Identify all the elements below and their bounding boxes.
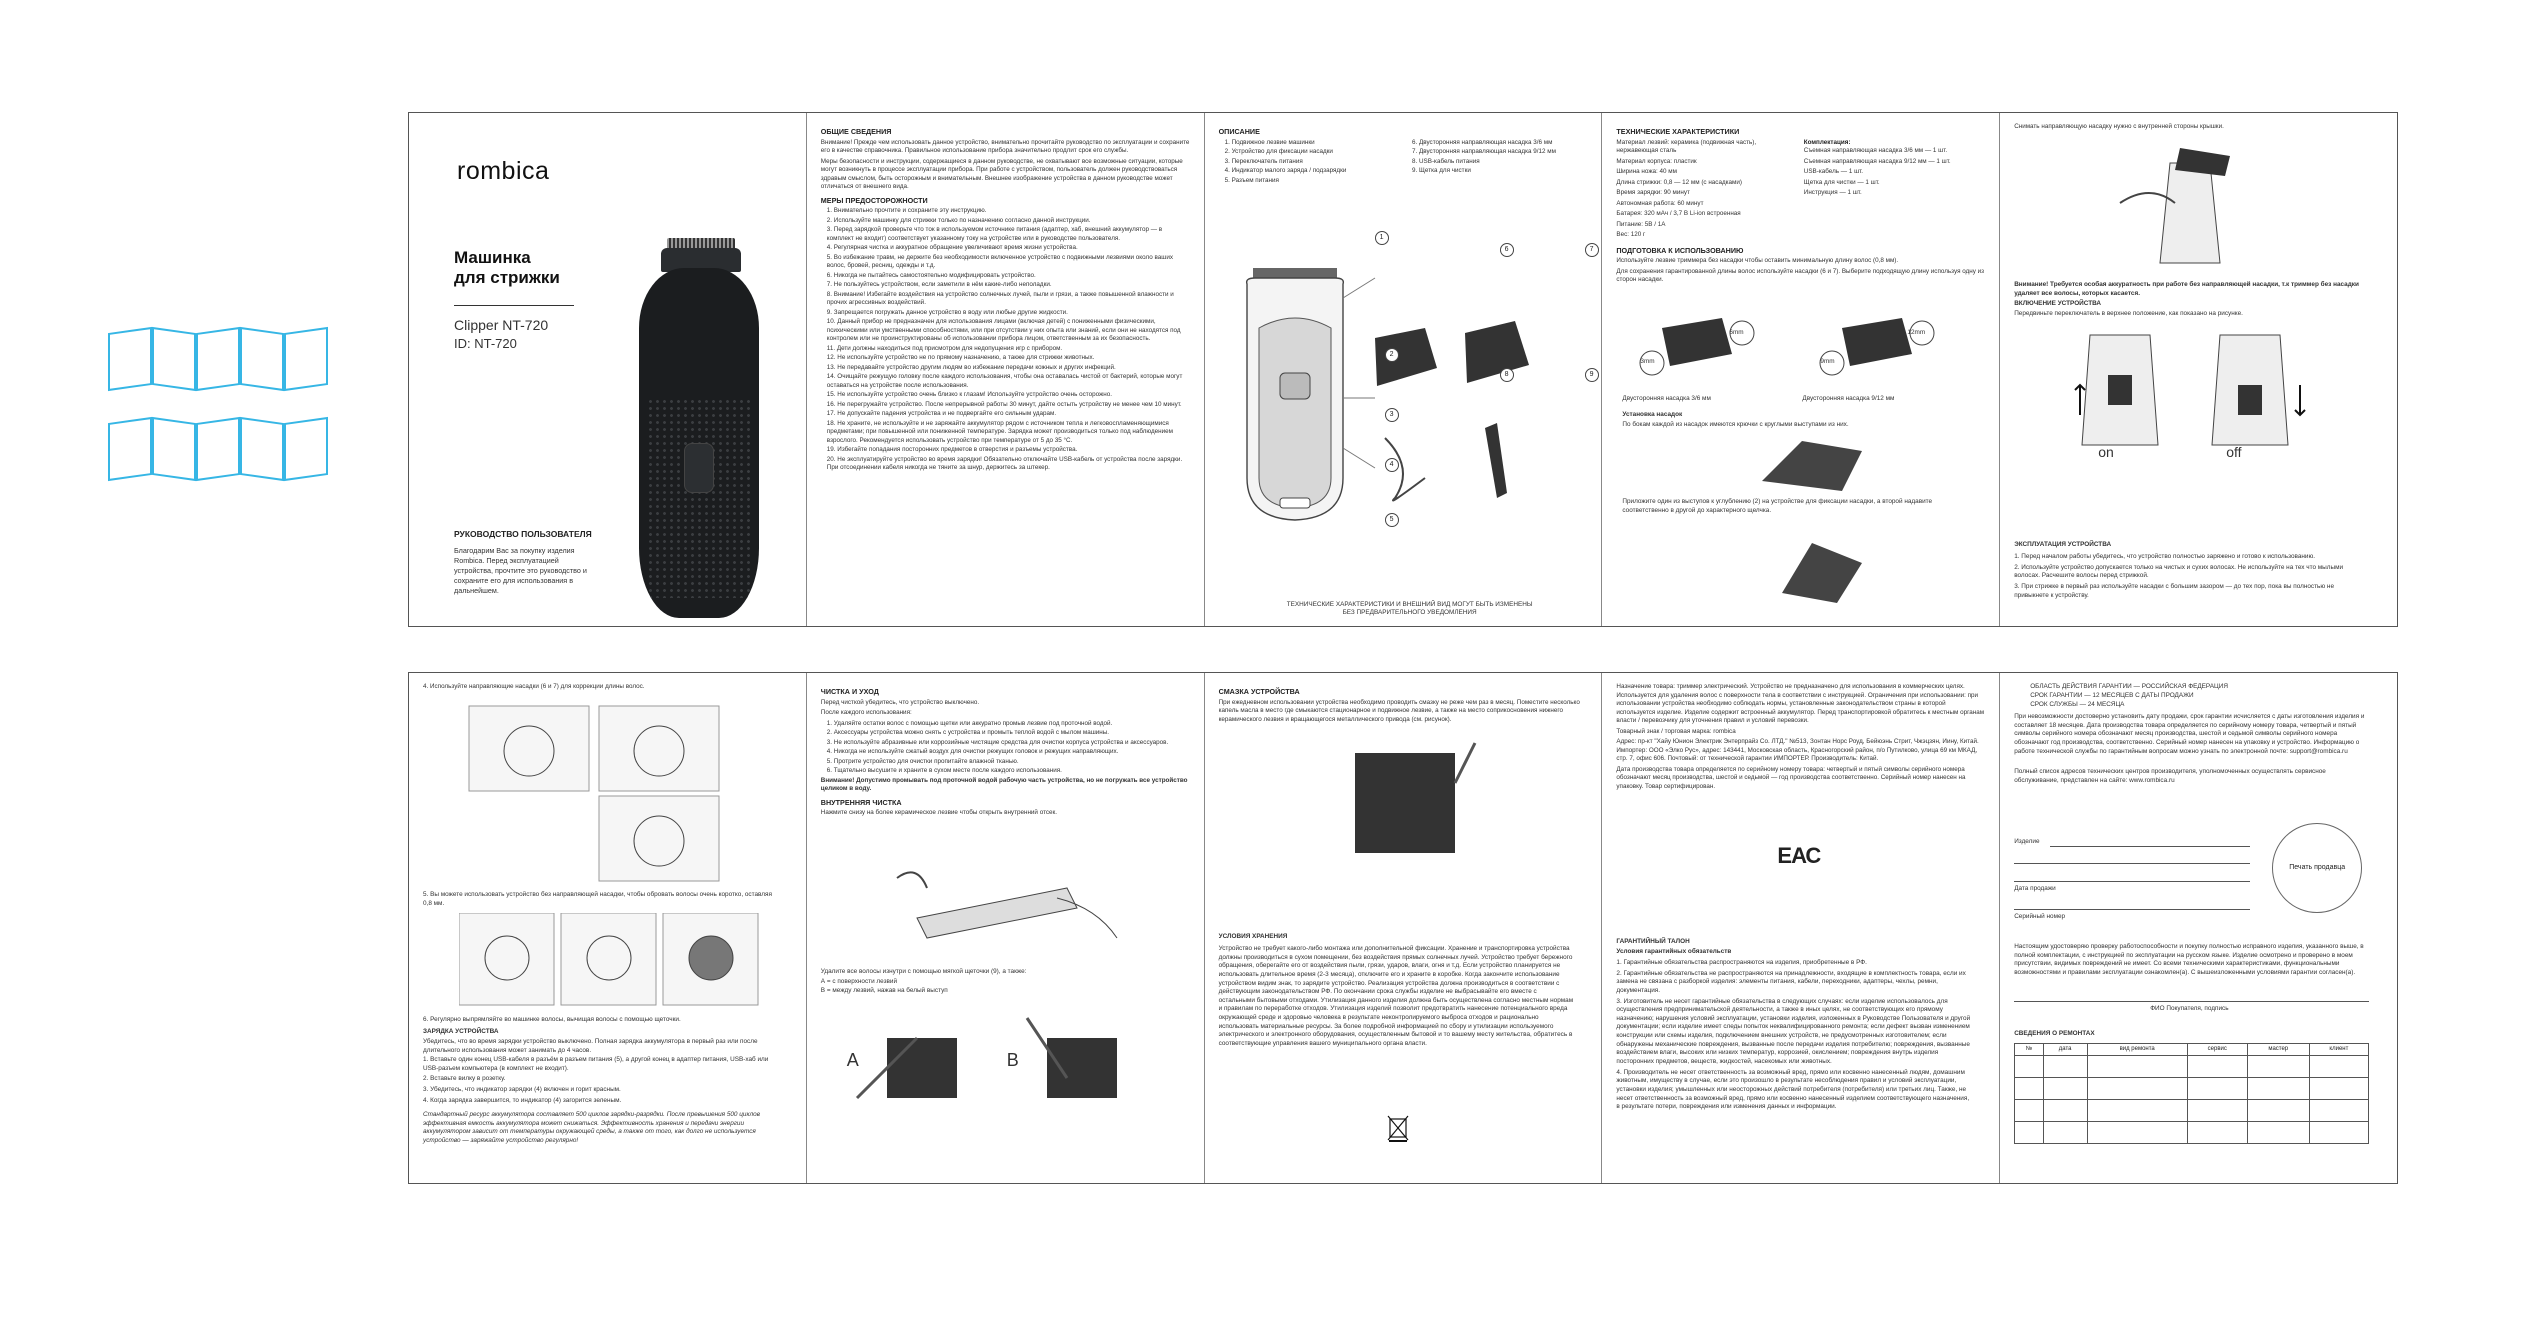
install-text-2: Приложите один из выступов к углублению (2) на устройстве для фиксации насадки, а второй надавите соответственно в другой до характерного щелчка. — [1622, 498, 1933, 514]
fold-icon-top — [108, 330, 328, 388]
part-item: 1. Подвижное лезвие машинки — [1224, 138, 1315, 146]
warranty-heading: ГАРАНТИЙНЫЙ ТАЛОН — [1616, 938, 1690, 945]
inner-cleaning-heading: ВНУТРЕННЯЯ ЧИСТКА — [820, 797, 902, 807]
step-4-text: 4. Используйте направляющие насадки (6 и 7) для коррекции длины волос. — [423, 683, 645, 690]
label-a: A — [846, 1050, 859, 1070]
usage-panel — [2000, 113, 2397, 626]
kit-item: Инструкция — 1 шт. — [1803, 189, 1862, 197]
step-4-svg — [459, 701, 729, 886]
kit-item: Щетка для чистки — 1 шт. — [1803, 178, 1880, 186]
repairs-cell[interactable] — [2309, 1056, 2369, 1078]
table-row — [2015, 1100, 2369, 1122]
safety-item: 2. Используйте машинку для стрижки только по назначению согласно данной инструкции. — [826, 216, 1091, 224]
table-row — [2015, 1078, 2369, 1100]
repairs-cell[interactable] — [2247, 1056, 2309, 1078]
spec-item: Автономная работа: 60 минут — [1616, 199, 1704, 207]
part-item: 6. Двусторонняя направляющая насадка 3/6 мм — [1412, 138, 1553, 146]
spec-item: Ширина ножа: 40 мм — [1616, 168, 1677, 176]
use-list — [2014, 553, 2369, 602]
warranty-item: 2. Гарантийные обязательства не распространяются на принадлежности, входящие в комплектность товара, если их замена не связана с разборкой изделия: элементы питания, кабели, переходники, адаптеры, чехлы, ремни, документация. — [1616, 969, 1966, 994]
field-date-label: Дата продажи — [2014, 885, 2056, 892]
cleaning-warning: Внимание! Допустимо промывать под проточной водой рабочую часть устройства, но не погружать все устройство целиком в воду. — [820, 776, 1188, 793]
parts-list — [1219, 139, 1588, 187]
usage-steps-panel — [409, 673, 807, 1183]
on-off-svg — [2060, 325, 2320, 455]
recycle-bin-svg — [1385, 1113, 1411, 1143]
trimmer-illustration — [639, 238, 759, 623]
description-panel — [1205, 113, 1603, 626]
trimmer-grip-texture — [647, 398, 751, 598]
safety-item: 13. Не передавайте устройство другим людям во избежание передачи кожных и других инфекций. — [826, 363, 1116, 371]
brush-b-illustration — [1007, 1008, 1147, 1118]
legal-p3: Адрес: пр-кт "Хайу Юнион Электрик Энтерпрайз Со. ЛТД." №513, Зонтан Норс Роуд, Бейюэнь Стрит, Чжэцзян, Иину, Китай. Импортер: ООО «Элко Рус», адрес: 143441, Московская область, Красногорский район, п/о Путилково, улица 69 км МКАД, стр. 7, офис 606. Почтовый: от технической гарантии ИМПОРТЕР. Производитель: Китай. — [1616, 738, 1979, 762]
use-heading: ЭКСПЛУАТАЦИЯ УСТРОЙСТВА — [2014, 541, 2112, 548]
part-item: 2. Устройство для фиксации насадки — [1224, 148, 1333, 156]
signature-label: ФИО Покупателя, подпись — [2150, 1005, 2229, 1012]
specs-heading: ТЕХНИЧЕСКИЕ ХАРАКТЕРИСТИКИ — [1616, 127, 1740, 136]
legal-panel — [1602, 673, 2000, 1183]
install-illustration — [1742, 431, 1892, 491]
signature-line[interactable] — [2014, 1001, 2369, 1002]
repairs-cell[interactable] — [2309, 1078, 2369, 1100]
label-b: B — [1006, 1050, 1019, 1070]
recycle-bin-icon — [1385, 1113, 1411, 1143]
spec-item: Материал лезвий: керамика (подвижная часть), нержавеющая сталь — [1616, 138, 1757, 155]
use-item: 1. Перед началом работы убедитесь, что устройство полностью заряжено и готово к использованию. — [2014, 553, 2316, 560]
repairs-cell[interactable] — [2015, 1078, 2043, 1100]
warranty-list — [1616, 959, 1971, 1114]
charging-heading: ЗАРЯДКА УСТРОЙСТВА — [423, 1028, 499, 1035]
footnote-line-2: БЕЗ ПРЕДВАРИТЕЛЬНОГО УВЕДОМЛЕНИЯ — [1342, 609, 1477, 617]
install-illustration-2 — [1772, 523, 1872, 608]
lubrication-heading: СМАЗКА УСТРОЙСТВА — [1218, 687, 1300, 696]
step-5-illustration — [459, 913, 759, 1008]
storage-text: Устройство не требует какого-либо монтажа или дополнительной фиксации. Хранение и транспортировка устройства должны производиться в сухом помещении, без воздействия прямых солнечных лучей. Устройство требует бережного обращения, оберегайте его от воздействия пыли, грязи, ударов, влаги, огня и т.д. Если устройство планируется не использовать длительное время (2-3 месяца), отключите его и храните в коробке. Когда закончите использование устройством видим знак, то зарядите устройство. Реализация устройства должна производиться в соответствии с действующим законодательством РФ. По окончании срока службы изделие не выбрасывайте его вместе с остальными бытовыми отходами. Утилизация данного изделия должна быть осуществлена согласно местным нормам и правилам по переработке отходов. Утилизация изделий позволит предотвратить нанесение потенциального вреда окружающей среде и здоровью человека в результате неконтролируемого выброса отходов и рационально использовать материальные ресурсы. За более подробной информацией по сбору и утилизации используемого электрического и электронного оборудования, осуществленным бытовой и то вашему месту жительства, обратитесь в соответствующие управления вашего муниципального органа власти. — [1218, 945, 1574, 1048]
step-6-text: 6. Регулярно выпрямляйте во машинке волосы, вычищая волосы с помощью щеточки. — [423, 1016, 681, 1023]
charging-intro: Убедитесь, что во время зарядки устройство выключено. Полная зарядка аккумулятора в первый раз или после длительного использования может занимать до 4 часов. — [423, 1038, 758, 1054]
repairs-col-header: № — [2015, 1044, 2043, 1056]
spec-item: Вес: 120 г — [1616, 231, 1646, 239]
repairs-table — [2014, 1043, 2369, 1144]
cleaning-item: 3. Не используйте абразивные или коррозийные чистящие средства для очистки корпуса устройства и аксессуаров. — [826, 738, 1169, 746]
model-id: ID: NT-720 — [454, 336, 517, 351]
cleaning-list — [821, 720, 1190, 776]
use-item: 2. Используйте устройство допускается только на чистых и сухих волосах. Не используйте на тех что мылыми волосах. Расчешите волосы перед стрижкой. — [2014, 563, 2344, 580]
repairs-cell[interactable] — [2015, 1100, 2043, 1122]
warranty-info-2: Полный список адресов технических центров производителя, уполномоченных осуществлять сервисное обслуживание, представлен на сайте: www.rombica.ru — [2014, 768, 2326, 784]
repairs-cell[interactable] — [2309, 1122, 2369, 1144]
safety-item: 7. Не пользуйтесь устройством, если заметили в нём какие-либо неполадки. — [826, 281, 1052, 289]
specs-panel — [1602, 113, 2000, 626]
charging-list — [423, 1056, 778, 1107]
buyer-confirmation: Настоящим удостоверяю проверку работоспособности и покупку полностью исправного изделия, указанного выше, в полной комплектации, с инструкцией по эксплуатации на русском языке. Изделие осмотрено и проверено в моем присутствии, видимых повреждений не имеет. Со всеми техническими характеристиками, функциональными возможностями и правилами эксплуатации ознакомлен(а). С вышеизложенными условиями гарантии согласен(а). — [2014, 943, 2364, 976]
safety-item: 4. Регулярная чистка и аккуратное обращение увеличивают время жизни устройства. — [826, 244, 1078, 252]
warranty-item: 3. Изготовитель не несет гарантийные обязательства в следующих случаях: если изделие использовалось для осуществления предпринимательской деятельности, а также в иных целях, не соответствующих его прямому назначению; нарушения условий эксплуатации, установки изделия, изложенных в Руководстве Пользователя и другой документации; если изделие имеет следы попыток неквалифицированного ремонта; если дефект вызван изменением конструкции или схемы изделия, подключением внешних устройств, не предусмотренных изготовителем; если обнаружены механические повреждения, вызванные после передачи изделия потребителю; повреждения, вызванные воздействием влаги, высоких или низких температур, коррозией, окислением; повреждения внутрь изделия посторонних предметов, веществ, жидкостей, насекомых или животных. — [1616, 997, 1971, 1066]
brush-a-svg — [847, 1008, 987, 1118]
field-date-line[interactable] — [2014, 881, 2250, 882]
description-heading: ОПИСАНИЕ — [1218, 127, 1260, 136]
specs-columns — [1616, 139, 1985, 242]
description-footnote — [1265, 601, 1555, 618]
battery-note: Стандартный ресурс аккумулятора составляет 500 циклов зарядки-разрядки. После превышения 500 циклов эффективная емкость аккумулятора может снижаться. Эффективность хранения и передачи энергии аккумулятором зависит от температуры окружающей среды, а также от того, как долго не используется устройство — заряжайте устройство регулярно! — [423, 1111, 760, 1144]
brush-b-svg — [1007, 1008, 1147, 1118]
kit-item: USB-кабель — 1 шт. — [1803, 168, 1864, 176]
cleaning-intro: Перед чисткой убедитесь, что устройство выключено. — [820, 698, 980, 706]
safety-list — [821, 207, 1190, 473]
inner-cleaning-illustration — [857, 858, 1127, 958]
option-a-text: А = с поверхности лезвий — [820, 978, 898, 985]
repairs-cell[interactable] — [2247, 1122, 2309, 1144]
cleaning-panel — [807, 673, 1205, 1183]
table-row — [2015, 1122, 2369, 1144]
safety-item: 18. Не храните, не используйте и не заряжайте аккумулятор рядом с источником тепла и легковоспламеняющимися предметами; при повышенной или пониженной температуре. Зарядка может производиться только под наблюдением взрослого. Рекомендуется использовать устройство при температуре от 5 до 35 °С. — [826, 419, 1173, 444]
cleaning-item: 4. Никогда не используйте сжатый воздух для очистки режущих головок и режущих направляющих. — [826, 748, 1119, 756]
warranty-item: 1. Гарантийные обязательства распространяются на изделия, приобретенные в РФ. — [1616, 959, 1867, 966]
size-3mm: 3mm — [1640, 358, 1655, 365]
remove-comb-illustration — [2110, 143, 2280, 273]
install-svg — [1742, 431, 1892, 491]
repairs-cell[interactable] — [2247, 1078, 2309, 1100]
lubrication-illustration — [1325, 733, 1495, 873]
sheet-outer — [408, 112, 2398, 627]
model-name: Clipper NT-720 — [454, 317, 549, 333]
repairs-cell[interactable] — [2087, 1122, 2187, 1144]
safety-item: 5. Во избежание травм, не держите без необходимости включенное устройство с подвижными лезвиями около ваших волос, бровей, ресниц, одежды и т.д. — [826, 253, 1173, 270]
parts-diagram — [1225, 248, 1555, 538]
footnote-line-1: ТЕХНИЧЕСКИЕ ХАРАКТЕРИСТИКИ И ВНЕШНИЙ ВИД МОГУТ БЫТЬ ИЗМЕНЕНЫ — [1286, 600, 1533, 608]
part-item: 4. Индикатор малого заряда / подзарядки — [1224, 167, 1347, 175]
parts-col-1 — [1219, 139, 1400, 187]
part-item: 5. Разъем питания — [1224, 176, 1279, 184]
kit-item: Съемная направляющая насадка 3/6 мм — 1 шт. — [1803, 147, 1948, 155]
safety-item: 9. Запрещается погружать данное устройство в воду или любые другие жидкости. — [826, 308, 1068, 316]
repairs-cell[interactable] — [2043, 1056, 2087, 1078]
prep-text-2: Для сохранения гарантированной длины волос используйте насадки (6 и 7). Выберите подходящую длину используя одну из сторон насадки. — [1616, 267, 1985, 284]
cleaning-item: 6. Тщательно высушите и храните в сухом месте после каждого использования. — [826, 767, 1062, 775]
charge-item: 3. Убедитесь, что индикатор зарядки (4) включен и горит красным. — [423, 1085, 621, 1093]
comb-caption-2: Двусторонняя насадка 9/12 мм — [1802, 395, 1895, 402]
repairs-cell[interactable] — [2247, 1100, 2309, 1122]
specs-left — [1616, 139, 1797, 242]
step-4-illustration — [459, 701, 729, 886]
product-title — [454, 248, 560, 289]
on-label: on — [2098, 444, 2114, 460]
field-serial-line[interactable] — [2014, 909, 2250, 910]
safety-item: 14. Очищайте режущую головку после каждого использования, чтобы она оставалась чистой от бактерий, которые могут оставаться на устройстве после использования. — [826, 373, 1183, 389]
brand-logo: rombica — [457, 157, 550, 185]
off-label: off — [2226, 444, 2242, 460]
repairs-cell[interactable] — [2087, 1100, 2187, 1122]
specs-right — [1804, 139, 1985, 242]
spec-item: Время зарядки: 90 минут — [1616, 189, 1690, 197]
charge-item: 2. Вставьте вилку в розетку. — [423, 1075, 506, 1083]
safety-heading: МЕРЫ ПРЕДОСТОРОЖНОСТИ — [820, 195, 928, 205]
size-6mm: 6mm — [1729, 329, 1744, 336]
install-heading: Установка насадок — [1622, 411, 1683, 418]
use-item: 3. При стрижке в первый раз используйте насадки с большим зазором — до тех пор, пока вы полностью не привыкнете к устройству. — [2014, 582, 2335, 599]
size-12mm: 12mm — [1907, 329, 1926, 336]
part-item: 9. Щетка для чистки — [1412, 167, 1471, 175]
manual-label: РУКОВОДСТВО ПОЛЬЗОВАТЕЛЯ — [454, 529, 592, 539]
repairs-col-header: клиент — [2309, 1044, 2369, 1056]
safety-item: 1. Внимательно прочтите и сохраните эту инструкцию. — [826, 207, 987, 215]
brush-a-illustration — [847, 1008, 987, 1118]
repairs-cell[interactable] — [2043, 1100, 2087, 1122]
parts-diagram-svg — [1225, 248, 1555, 538]
legal-p1: Назначение товара: триммер электрический. Устройство не предназначено для использования в коммерческих целях. Используется для удаления волос с поверхности тела в соответствии с инструкцией. Ограничения при использовании: при использовании устройства необходимо соблюдать нормы, установленные законодательством страны в которой используется изделие. Изделие содержит встроенный аккумулятор. Перед транспортировкой обратитесь к местным органам власти / перевозчику для уточнения правил и условий перевозки. — [1616, 683, 1985, 724]
part-label-1: 1 — [1375, 231, 1389, 245]
repairs-cell[interactable] — [2187, 1078, 2247, 1100]
part-label-4: 4 — [1385, 458, 1399, 472]
lubrication-panel — [1205, 673, 1603, 1183]
repairs-col-header: дата — [2043, 1044, 2087, 1056]
part-label-8: 8 — [1500, 368, 1514, 382]
part-label-7: 7 — [1585, 243, 1599, 257]
spec-item: Батарея: 320 мАч / 3,7 В Li-ion встроенная — [1616, 210, 1741, 218]
safety-item: 15. Не используйте устройство очень близко к глазам! Используйте устройство очень осторожно. — [826, 391, 1112, 399]
sheet-inner — [408, 672, 2398, 1184]
spec-item: Длина стрижки: 0,8 — 12 мм (с насадками) — [1616, 178, 1742, 186]
power-switch-icon — [684, 443, 714, 493]
warranty-area: ОБЛАСТЬ ДЕЙСТВИЯ ГАРАНТИИ — РОССИЙСКАЯ ФЕДЕРАЦИЯ — [2030, 683, 2228, 690]
repairs-cell[interactable] — [2187, 1100, 2247, 1122]
repairs-heading: СВЕДЕНИЯ О РЕМОНТАХ — [2014, 1030, 2095, 1037]
warranty-item: 4. Производитель не несет ответственность за возможный вред, прямо или косвенно нанесенный людям, домашним животным, имуществу в случае, если это произошло в результате несоблюдения правил и условий эксплуатации, установки изделия; умышленных или неосторожных действий потребителя (потребителя) или третьих лиц. Также, не несет ответственность за возможный вред, прямо или косвенно нанесенный изделием соответствующего назначения, в результате потери, повреждения или изменения данных и информации. — [1616, 1068, 1970, 1111]
cleaning-after: После каждого использования: — [820, 709, 912, 717]
repairs-col-header: мастер — [2247, 1044, 2309, 1056]
part-item: 3. Переключатель питания — [1224, 157, 1303, 165]
remove-hair-text: Удалите все волосы изнутри с помощью мягкой щеточки (9), а также: — [820, 968, 1027, 975]
field-serial-label: Серийный номер — [2014, 913, 2066, 920]
comb-caption-1: Двусторонняя насадка 3/6 мм — [1622, 395, 1711, 402]
part-item: 7. Двусторонняя направляющая насадка 9/12 мм — [1412, 148, 1556, 156]
service-life: СРОК СЛУЖБЫ — 24 МЕСЯЦА — [2030, 701, 2125, 708]
repairs-cell[interactable] — [2043, 1122, 2087, 1144]
part-label-3: 3 — [1385, 408, 1399, 422]
safety-item: 6. Никогда не пытайтесь самостоятельно модифицировать устройство. — [826, 271, 1036, 279]
repairs-cell[interactable] — [2015, 1122, 2043, 1144]
inner-cleaning-text: Нажмите снизу на более керамическое лезвие чтобы открыть внутренний отсек. — [820, 809, 1058, 817]
size-9mm: 9mm — [1820, 358, 1835, 365]
repairs-cell[interactable] — [2043, 1078, 2087, 1100]
power-on-text: Передвиньте переключатель в верхнее положение, как показано на рисунке. — [2014, 310, 2243, 317]
repairs-col-header: сервис — [2187, 1044, 2247, 1056]
install-2-svg — [1772, 523, 1872, 608]
repairs-cell[interactable] — [2309, 1100, 2369, 1122]
storage-heading: УСЛОВИЯ ХРАНЕНИЯ — [1218, 933, 1288, 940]
step-5-svg — [459, 913, 759, 1008]
on-off-illustration — [2060, 325, 2320, 455]
warranty-info-1: При невозможности достоверно установить дату продажи, срок гарантии исчисляется с даты изготовления изделия и составляет 18 месяцев. Дата производства товара определяется по серийному номеру товара, четвертый и пятый символы серийного номера обозначают месяц производства, шестой и седьмой символы серийного номера обозначают год производства, соответственно. Серийный номер нанесен на упаковку и устройство. Информацию о работе технической службы по гарантийным вопросам можно узнать по электронной почте: support@rombica.ru — [2014, 713, 2365, 755]
field-product-line-2[interactable] — [2014, 863, 2250, 864]
step-5-text: 5. Вы можете использовать устройство без направляющей насадки, чтобы обровать волосы очень коротко, оставляя 0,8 мм. — [423, 891, 772, 907]
trimmer-blade — [667, 238, 735, 248]
spec-item: Материал корпуса: пластик — [1616, 157, 1697, 165]
title-line-2: для стрижки — [454, 268, 560, 288]
safety-item: 11. Дети должны находиться под присмотром для недопущения игр с прибором. — [826, 344, 1063, 352]
repairs-cell[interactable] — [2187, 1122, 2247, 1144]
thanks-text: Благодарим Вас за покупку изделия Rombica. Перед эксплуатацией устройства, прочтите это руководство и сохраните его для использования в дальнейшем. — [454, 546, 587, 596]
charge-item: 1. Вставьте один конец USB-кабеля в разъём в разъем питания (5), а другой конец в адаптер питания, USB-хаб или USB-разъем компьютера (в комплект не входит). — [423, 1056, 769, 1072]
install-text-1: По бокам каждой из насадок имеются крючки с круглыми выступами из них. — [1622, 421, 1849, 428]
trimmer-body — [639, 268, 759, 618]
option-b-text: В = между лезвий, нажав на белый выступ — [820, 987, 948, 994]
warranty-term: СРОК ГАРАНТИИ — 12 МЕСЯЦЕВ С ДАТЫ ПРОДАЖИ — [2030, 692, 2194, 699]
kit-item: Съемная направляющая насадка 9/12 мм — 1 шт. — [1803, 157, 1951, 165]
part-label-2: 2 — [1385, 348, 1399, 362]
fold-icon-bottom — [108, 420, 328, 478]
safety-item: 16. Не перегружайте устройство. После непрерывной работы 30 минут, дайте остыть устройству не менее чем 10 минут. — [826, 400, 1182, 408]
legal-p2: Товарный знак / торговая марка: rombica — [1616, 727, 1736, 735]
legal-p4: Дата производства товара определяется по серийному номеру товара: четвертый и пятый символы серийного номера обозначают месяц производства, шестой и седьмой — год производства соответственно. Серийный номер нанесен на упаковку. Товар сертифицирован. — [1616, 765, 1966, 790]
general-panel — [807, 113, 1205, 626]
kit-heading: Комплектация: — [1803, 138, 1851, 146]
safety-item: 20. Не эксплуатируйте устройство во время зарядки! Обязательно отключайте USB-кабель от устройства после зарядки. При отсоединении кабеля никогда не тяните за шнур, держитесь за штекер. — [826, 455, 1183, 472]
repairs-cell[interactable] — [2015, 1056, 2043, 1078]
prep-text-1: Используйте лезвие триммера без насадки чтобы оставить минимальную длину волос (0,8 мм). — [1616, 257, 1899, 265]
eac-mark: ЕАС — [1777, 843, 1821, 868]
charge-item: 4. Когда зарядка завершится, то индикатор (4) загорится зеленым. — [423, 1096, 622, 1104]
table-row — [2015, 1056, 2369, 1078]
part-label-9: 9 — [1585, 368, 1599, 382]
general-p1: Внимание! Прежде чем использовать данное устройство, внимательно прочитайте руководство по эксплуатации и сохраните его в качестве справочника. Правильное использование прибора значительно продлит срок его службы. — [820, 138, 1190, 155]
lubrication-svg — [1325, 733, 1495, 873]
cleaning-heading: ЧИСТКА И УХОД — [820, 687, 879, 696]
safety-item: 10. Данный прибор не предназначен для использования лицами (включая детей) с пониженными физическими, психическими или умственными способностями, или при отсутствии у них опыта или знаний, если они не находятся под контролем или не проинструктированы об использовании прибора лицом, ответственным за их безопасность. — [826, 318, 1181, 343]
lubrication-text: При ежедневном использовании устройства необходимо проводить смазку не реже чем раз в месяц. Поместите несколько капель масла в место где смыкаются стационарное и подвижное лезвие, а также на место соприкосновения нижнего керамического лезвия и вращающегося металлического привода (см. рисунок). — [1218, 698, 1580, 723]
parts-col-2 — [1406, 139, 1587, 187]
no-comb-warning: Внимание! Требуется особая аккуратность при работе без направляющей насадки, т.к триммер без насадки удаляет все волосы, которых касается. — [2014, 281, 2359, 297]
cleaning-item: 5. Протрите устройство для очистки пропитайте влажной тканью. — [826, 757, 1019, 765]
part-label-5: 5 — [1385, 513, 1399, 527]
seller-stamp-area: Печать продавца — [2272, 823, 2362, 913]
title-line-1: Машинка — [454, 248, 531, 267]
cleaning-item: 2. Аксессуары устройства можно снять с устройства и промыть теплой водой с мылом машины. — [826, 729, 1110, 737]
title-divider — [454, 305, 574, 306]
remove-comb-text: Снимать направляющую насадку нужно с внутренней стороны крышки. — [2014, 123, 2224, 130]
prep-heading: ПОДГОТОВКА К ИСПОЛЬЗОВАНИЮ — [1616, 245, 1744, 255]
inner-cleaning-svg — [857, 858, 1127, 958]
repairs-cell[interactable] — [2087, 1056, 2187, 1078]
general-p2: Меры безопасности и инструкции, содержащиеся в данном руководстве, не охватывают все возможные ситуации, которые могут возникнуть в процессе эксплуатации прибора. При работе с устройством, пользователь должен руководствоваться здравым смыслом, быть осторожным и внимательным. Внешнее изображение устройства в данном руководстве может отличаться от внешнего вида. — [820, 157, 1183, 191]
safety-item: 3. Перед зарядкой проверьте что ток в используемом источнике питания (адаптер, хаб, внешний аккумулятор — в комплект не входит) соответствует указанному току на устройстве или в руководстве пользователя. — [826, 226, 1163, 242]
cleaning-item: 1. Удаляйте остатки волос с помощью щетки или аккуратно промыв лезвие под проточной водой. — [826, 719, 1113, 727]
part-item: 8. USB-кабель питания — [1412, 157, 1480, 165]
remove-comb-svg — [2110, 143, 2280, 273]
field-product-line[interactable] — [2050, 846, 2250, 847]
safety-item: 17. Не допускайте падения устройства и не подвергайте его сильным ударам. — [826, 410, 1057, 418]
safety-item: 12. Не используйте устройство не по прямому назначению, а также для стрижки животных. — [826, 354, 1095, 362]
power-on-heading: ВКЛЮЧЕНИЕ УСТРОЙСТВА — [2014, 300, 2102, 307]
repairs-cell[interactable] — [2187, 1056, 2247, 1078]
comb-illustration-svg — [1622, 308, 1962, 386]
part-label-6: 6 — [1500, 243, 1514, 257]
cover-panel — [409, 113, 807, 626]
warranty-subheading: Условия гарантийных обязательств — [1616, 948, 1732, 955]
repairs-col-header: вид ремонта — [2087, 1044, 2187, 1056]
repairs-cell[interactable] — [2087, 1078, 2187, 1100]
comb-illustration — [1622, 308, 1962, 386]
spec-item: Питание: 5В / 1А — [1616, 220, 1666, 228]
general-heading: ОБЩИЕ СВЕДЕНИЯ — [820, 127, 892, 136]
safety-item: 19. Избегайте попадания посторонних предметов в отверстия и разъемы устройства. — [826, 446, 1078, 454]
warranty-card-panel — [2000, 673, 2397, 1183]
field-product-label: Изделие — [2014, 838, 2040, 845]
safety-item: 8. Внимание! Избегайте воздействия на устройство солнечных лучей, пыли и грязи, а также повышенной влажности и прочих агрессивных воздействий. — [826, 290, 1174, 307]
